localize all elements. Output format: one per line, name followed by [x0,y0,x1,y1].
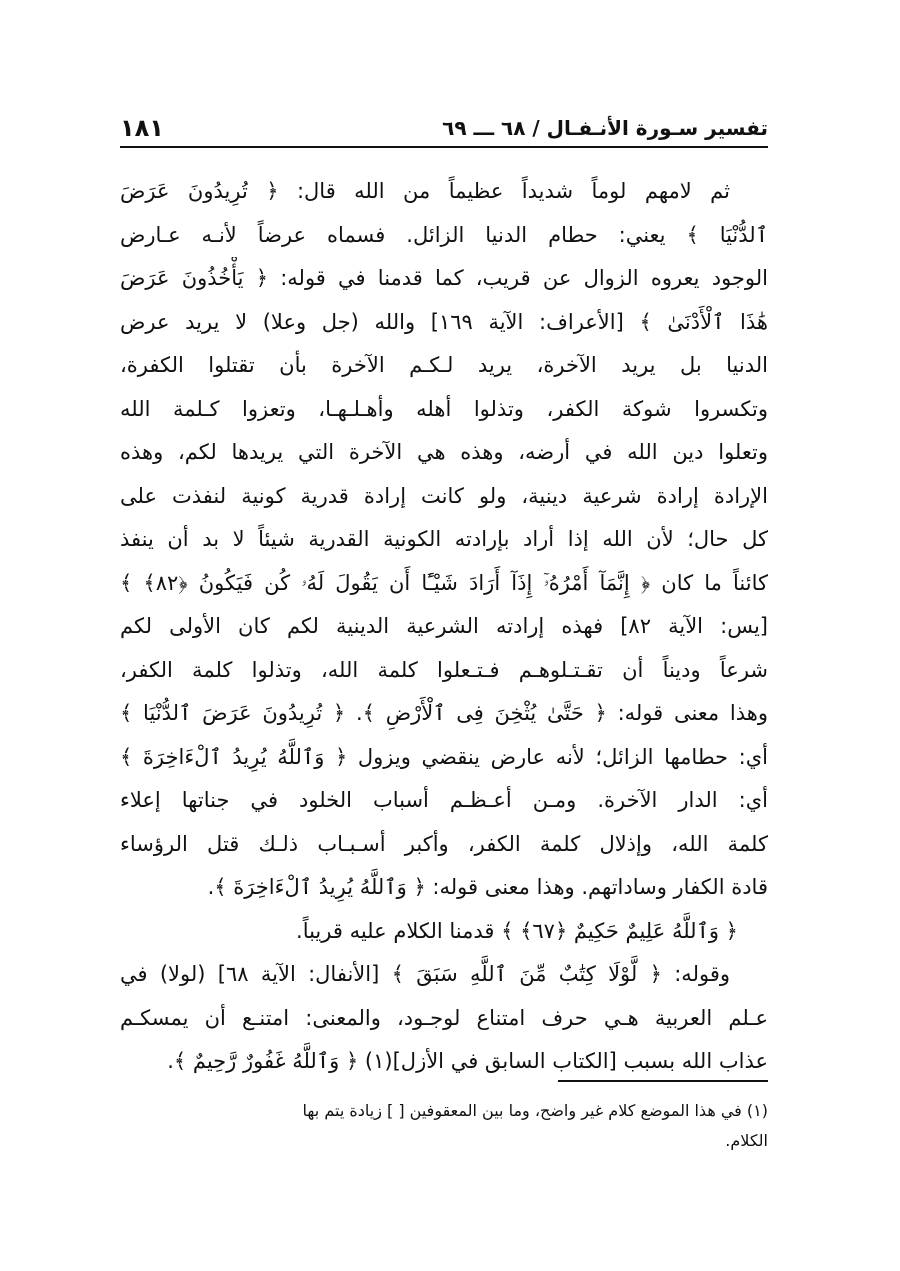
text-line: ﴿ وَٱللَّهُ عَلِيمٌ حَكِيمٌ ﴿٦٧﴾ ﴾ قدمنا الكلام عليه قريباً. [296,918,738,943]
text-line: كل حال؛ لأن الله إذا أراد بإرادته الكونية القدرية شيئاً لا بد أن ينفذ [120,527,768,551]
text-line: كلمة الله، وإذلال كلمة الكفر، وأكبر أسـبـاب ذلـك قتل الرؤساء [120,831,768,856]
footnote-divider [558,1080,768,1082]
text-line: ٱلدُّنْيَا ﴾ يعني: حطام الدنيا الزائل. فسماه عرضاً لأنـه عـارض [120,222,768,247]
text-line: أي: حطامها الزائل؛ لأنه عارض ينقضي ويزول ﴿ وَٱللَّهُ يُرِيدُ ٱلْءَاخِرَةَ ﴾ [120,744,768,769]
text-line: عذاب الله بسبب [الكتاب السابق في الأزل](١) ﴿ وَٱللَّهُ غَفُورٌ رَّحِيمٌ ﴾. [167,1049,768,1073]
text-line: هَٰذَا ٱلْأَدْنَىٰ ﴾ [الأعراف: الآية ١٦٩] والله (جل وعلا) لا يريد عرض [120,309,768,334]
text-line: قادة الكفار وساداتهم. وهذا معنى قوله: ﴿ وَٱللَّهُ يُرِيدُ ٱلْءَاخِرَةَ ﴾. [207,875,768,899]
text-line: وقوله: ﴿ لَّوْلَا كِتَٰبٌ مِّنَ ٱللَّهِ سَبَقَ ﴾ [الأنفال: الآية ٦٨] (لولا) في [120,962,730,986]
text-line: شرعاً وديناً أن تقـتـلوهـم فـتـعلوا كلمة الله، وتذلوا كلمة الكفر، [120,657,768,682]
page-header [120,108,768,148]
text-line: وتعلوا دين الله في أرضه، وهذه هي الآخرة التي يريدها لكم، وهذه [120,440,768,464]
text-line: وهذا معنى قوله: ﴿ حَتَّىٰ يُثْخِنَ فِى ٱلْأَرْضِ ﴾. ﴿ تُرِيدُونَ عَرَضَ ٱلدُّنْيَا ﴾ [120,701,768,725]
page-number: ١٨١ [120,114,164,142]
body-text [120,148,768,1084]
text-line: الدنيا بل يريد الآخرة، يريد لـكـم الآخرة بأن تقتلوا الكفرة، [120,353,768,377]
text-line: وتكسروا شوكة الكفر، وتذلوا أهله وأهـلـهـا، وتعزوا كـلمة الله [120,396,768,421]
footnote-line: (١) في هذا الموضع كلام غير واضح، وما بين المعقوفين [ ] زيادة يتم بها [302,1101,768,1120]
text-line: [يس: الآية ٨٢] فهذه إرادته الشرعية الدينية لكم كان الأولى لكم [120,614,768,638]
text-line: الإرادة إرادة شرعية دينية، ولو كانت إرادة قدرية كونية لنفذت على [120,483,768,508]
footnotes [120,1096,768,1156]
text-line: كائناً ما كان ﴿ إِنَّمَآ أَمْرُهُۥٓ إِذَآ أَرَادَ شَيْـًٔا أَن يَقُولَ لَهُۥ كُن فَيَكُونُ ﴿٨٢﴾ ﴾ [120,570,768,595]
text-line: عـلم العربية هـي حرف امتناع لوجـود، والمعنى: امتنـع أن يمسكـم [120,1005,768,1030]
running-title: تفسير سـورة الأنـفـال / ٦٨ ـــ ٦٩ [442,116,768,140]
text-line: الوجود يعروه الزوال عن قريب، كما قدمنا في قوله: ﴿ يَأْخُذُونَ عَرَضَ [120,266,768,290]
text-line: ثم لامهم لوماً شديداً عظيماً من الله قال: ﴿ تُرِيدُونَ عَرَضَ [120,179,730,203]
text-line: أي: الدار الآخرة. ومـن أعـظـم أسباب الخلود في جناتها إعلاء [120,788,768,812]
document-page [120,108,768,1188]
footnote-line: الكلام. [725,1131,768,1150]
